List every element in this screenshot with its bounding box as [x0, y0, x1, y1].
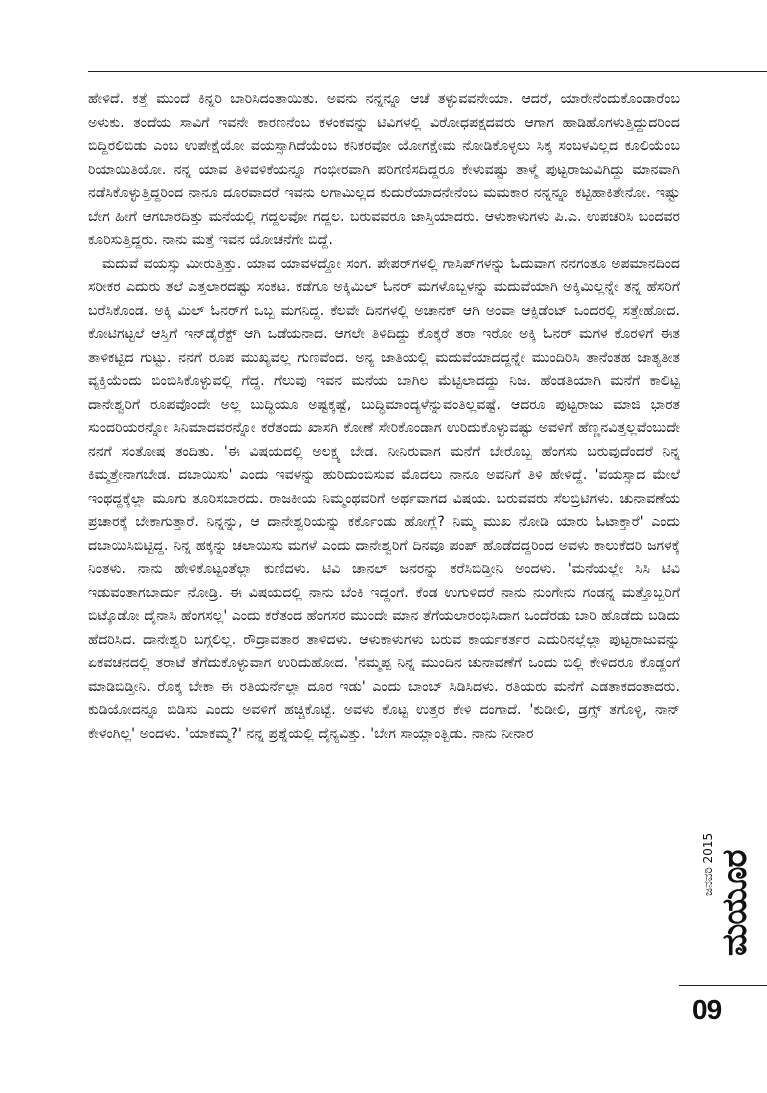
top-divider: [88, 71, 767, 72]
magazine-logo-text: ಮಯೂರ: [715, 850, 755, 956]
page-number: 09: [692, 994, 722, 1025]
issue-date-text: ಜನವರಿ 2015: [701, 832, 715, 896]
magazine-logo: [700, 838, 760, 958]
paragraph-1: ಹೇಳಿದೆ. ಕತ್ತೆ ಮುಂದೆ ಕಿನ್ನರಿ ಬಾರಿಸಿದಂತಾಯಿತು. ಅವನು ನನ್ನನ್ನೂ ಆಚೆ ತಳ್ಳುವವನೇಯಾ. ಆದರೆ, ಯಾರೇನೆಂದುಕೊಂಡಾರೆಂಬ ಅಳುಕು. ತಂದೆಯ ಸಾವಿಗೆ ಇವನೇ ಕಾರಣನೆಂಬ ಕಳಂಕವನ್ನು ಟಿವಿಗಳಲ್ಲಿ ವಿರೋಧಪಕ್ಷದವರು ಆಗಾಗ ಹಾಡಿಹೊಗಳುತ್ತಿದ್ದುದರಿಂದ ಬಿದ್ದಿರಲಿಬಿಡು ಎಂಬ ಉಪೇಕ್ಷೆಯೋ ವಯಸ್ಸಾಗಿದೆಯೆಂಬ ಕನಿಕರವೋ ಯೋಗಕ್ಷೇಮ ನೋಡಿಕೊಳ್ಳಲು ಸಿಕ್ಕ ಸಂಬಳವಿಲ್ಲದ ಕೂಲಿಯೆಂಬ ರಿಯಾಯಿತಿಯೋ. ನನ್ನ ಯಾವ ತಿಳಿವಳಿಕೆಯನ್ನೂ ಗಂಭೀರವಾಗಿ ಪರಿಗಣಿಸದಿದ್ದರೂ ಕೇಳುವಷ್ಟು ತಾಳ್ಮೆ ಪುಟ್ಟರಾಜುವಿಗಿದ್ದು ಮಾನವಾಗಿ ನಡೆಸಿಕೊಳ್ಳುತ್ತಿದ್ದರಿಂದ ನಾನೂ ದೂರವಾದರೆ ಇವನು ಲಗಾಮಿಲ್ಲದ ಕುದುರೆಯಾದನೇನೆಂಬ ಮಮಕಾರ ನನ್ನನ್ನೂ ಕಟ್ಟಿಹಾಕಿತೇನೋ. ಇಷ್ಟು ಬೇಗ ಹೀಗೆ ಆಗಬಾರದಿತ್ತು ಮನೆಯಲ್ಲಿ ಗದ್ದಲವೋ ಗದ್ದಲ. ಬರುವವರೂ ಜಾಸ್ತಿಯಾದರು. ಆಳುಕಾಳುಗಳು ಪಿ.ಎ. ಉಪಚರಿಸಿ ಬಂದವರ ಕೂರಿಸುತ್ತಿದ್ದರು. ನಾನು ಮತ್ತೆ ಇವನ ಯೋಚನೆಗೇ ಬಿದ್ದೆ.: [88, 91, 680, 248]
article-body: [88, 88, 680, 746]
footer-divider: [679, 985, 767, 986]
paragraph-2: ಮದುವೆ ವಯಸ್ಸು ಮೀರುತ್ತಿತ್ತು. ಯಾವ ಯಾವಳದ್ದೋ ಸಂಗ. ಪೇಪರ್‌ಗಳಲ್ಲಿ ಗಾಸಿಪ್‌ಗಳನ್ನು ಓದುವಾಗ ನನಗಂತೂ ಅಪಮಾನದಿಂದ ಸರೀಕರ ಎದುರು ತಲೆ ಎತ್ತಲಾರದಷ್ಟು ಸಂಕಟ. ಕಡೆಗೂ ಅಕ್ಕಿಮಿಲ್ ಓನರ್ ಮಗಳೊಬ್ಬಳನ್ನು ಮದುವೆಯಾಗಿ ಅಕ್ಕಿಮಿಲ್ಲನ್ನೇ ತನ್ನ ಹೆಸರಿಗೆ ಬರೆಸಿಕೊಂಡ. ಅಕ್ಕಿ ಮಿಲ್ ಓನರ್‌ಗೆ ಒಬ್ಬ ಮಗನಿದ್ದ. ಕೆಲವೇ ದಿನಗಳಲ್ಲಿ ಅಚಾನಕ್ ಆಗಿ ಅಂವಾ ಆಕ್ಸಿಡೆಂಟ್ ಒಂದರಲ್ಲಿ ಸತ್ತೇಹೋದ. ಕೋಟಿಗಟ್ಟಲೆ ಆಸ್ತಿಗೆ ಇನ್‌ಡೈರೆಕ್ಟ್ ಆಗಿ ಒಡೆಯನಾದ. ಆಗಲೇ ತಿಳಿದಿದ್ದು ಕೊಕ್ಕರೆ ತರಾ ಇರೋ ಅಕ್ಕಿ ಓನರ್ ಮಗಳ ಕೊರಳಿಗೆ ಈತ ತಾಳಿಕಟ್ಟಿದ ಗುಟ್ಟು. ನನಗೆ ರೂಪ ಮುಖ್ಯವಲ್ಲ ಗುಣವೆಂದ. ಅನ್ಯ ಜಾತಿಯಲ್ಲಿ ಮದುವೆಯಾದದ್ದನ್ನೇ ಮುಂದಿರಿಸಿ ತಾನೆಂತಹ ಜಾತ್ಯತೀತ ವ್ಯಕ್ತಿಯೆಂದು ಬಿಂಬಿಸಿಕೊಳ್ಳುವಲ್ಲಿ ಗೆದ್ದ. ಗೆಲುವು ಇವನ ಮನೆಯ ಬಾಗಿಲ ಮೆಟ್ಟಿಲಾದದ್ದು ನಿಜ. ಹೆಂಡತಿಯಾಗಿ ಮನೆಗೆ ಕಾಲಿಟ್ಟ ದಾನೇಶ್ವರಿಗೆ ರೂಪವೊಂದೇ ಅಲ್ಲ ಬುದ್ಧಿಯೂ ಅಷ್ಟಕ್ಕಷ್ಟೆ, ಬುದ್ಧಿಮಾಂದ್ಯಳೆನ್ನುವಂತಿಲ್ಲವಷ್ಟೆ. ಆದರೂ ಪುಟ್ಟರಾಜು ಮಾಜಿ ಭಾರತ ಸುಂದರಿಯರನ್ನೋ ಸಿನಿಮಾದವರನ್ನೋ ಕರೆತಂದು ಖಾಸಗಿ ಕೋಣೆ ಸೇರಿಕೊಂಡಾಗ ಉರಿದುಕೊಳ್ಳುವಷ್ಟು ಅವಳಿಗೆ ಹೆಣ್ಣನವಿತ್ತಲ್ಲವೆಂಬುದೇ ನನಗೆ ಸಂತೋಷ ತಂದಿತು. 'ಈ ವಿಷಯದಲ್ಲಿ ಅಲಕ್ಷ್ಯ ಬೇಡ. ನೀನಿರುವಾಗ ಮನೆಗೆ ಬೇರೊಬ್ಬ ಹೆಂಗಸು ಬರುವುದೆಂದರೆ ನಿನ್ನ ಕಿಮ್ಮತ್ತೇನಾಗಬೇಡ. ದಬಾಯಿಸು' ಎಂದು ಇವಳನ್ನು ಹುರಿದುಂಬಿಸುವ ಮೊದಲು ನಾನೂ ಅವನಿಗೆ ತಿಳಿ ಹೇಳಿದ್ದೆ. 'ವಯಸ್ಸಾದ ಮೇಲೆ ಇಂಥದ್ದಕ್ಕೆಲ್ಲಾ ಮೂಗು ತೂರಿಸಬಾರದು. ರಾಜಕೀಯ ನಿಮ್ಮಂಥವರಿಗೆ ಅರ್ಥವಾಗದ ವಿಷಯ. ಬರುವವರು ಸೆಲಬ್ರಿಟಿಗಳು. ಚುನಾವಣೆಯ ಪ್ರಚಾರಕ್ಕೆ ಬೇಕಾಗುತ್ತಾರೆ. ನಿನ್ನನ್ನು, ಆ ದಾನೇಶ್ವರಿಯನ್ನು ಕರ್ಕೊಂಡು ಹೋಗ್ಲೆ? ನಿಮ್ಮ ಮುಖ ನೋಡಿ ಯಾರು ಓಟಾಕ್ತಾರೆ' ಎಂದು ದಬಾಯಿಸಿಬಿಟ್ಟಿದ್ದ. ನಿನ್ನ ಹಕ್ಕನ್ನು ಚಲಾಯಿಸು ಮಗಳೆ ಎಂದು ದಾನೇಶ್ವರಿಗೆ ದಿನವೂ ಪಂಪ್ ಹೊಡೆದದ್ದರಿಂದ ಅವಳು ಕಾಲುಕೆದರಿ ಜಗಳಕ್ಕೆ ನಿಂತಳು. ನಾನು ಹೇಳಿಕೊಟ್ಟಂತೆಲ್ಲಾ ಕುಣಿದಳು. ಟಿವಿ ಚಾನಲ್ ಜನರನ್ನು ಕರೆಸಿಬಿಡ್ತೀನಿ ಅಂದಳು. 'ಮನೆಯಲ್ಲೇ ಸಿಸಿ ಟಿವಿ ಇಡುವಂತಾಗಬಾರ್ದು ನೋಡ್ರಿ. ಈ ವಿಷಯದಲ್ಲಿ ನಾನು ಬೆಂಕಿ ಇದ್ದಂಗೆ. ಕೆಂಡ ಉಗುಳಿದರೆ ನಾನು ನುಂಗೇನು ಗಂಡನ್ನ ಮತ್ತೊಬ್ಬರಿಗೆ ಬಿಟ್ಕೊಡೋ ದೈನಾಸಿ ಹೆಂಗಸಲ್ಲ' ಎಂದು ಕರೆತಂದ ಹೆಂಗಸರ ಮುಂದೇ ಮಾನ ತೆಗೆಯಲಾರಂಭಿಸಿದಾಗ ಒಂದೆರಡು ಬಾರಿ ಹೊಡೆದು ಬಡಿದು ಹೆದರಿಸಿದ. ದಾನೇಶ್ವರಿ ಬಗ್ಗಲಿಲ್ಲ. ರೌದ್ರಾವತಾರ ತಾಳಿದಳು. ಆಳುಕಾಳುಗಳು ಬರುವ ಕಾರ್ಯಕರ್ತರ ಎದುರಿನಲ್ಲೆಲ್ಲಾ ಪುಟ್ಟರಾಜುವನ್ನು ಏಕವಚನದಲ್ಲಿ ತರಾಟೆ ತೆಗೆದುಕೊಳ್ಳುವಾಗ ಉರಿದುಹೋದ. 'ನಮ್ಮಪ್ಪ ನಿನ್ನ ಮುಂದಿನ ಚುನಾವಣೆಗೆ ಒಂದು ಬಿಲ್ಲಿ ಕೇಳಿದರೂ ಕೊಡ್ದಂಗೆ ಮಾಡಿಬಿಡ್ತೀನಿ. ರೊಕ್ಕ ಬೇಕಾ ಈ ರತಿಯರ್ನೆಲ್ಲಾ ದೂರ ಇಡು' ಎಂದು ಬಾಂಬ್ ಸಿಡಿಸಿದಳು. ರತಿಯರು ಮನೆಗೆ ಎಡತಾಕದಂತಾದರು. ಕುಡಿಯೋದನ್ನೂ ಬಿಡಿಸು ಎಂದು ಅವಳಿಗೆ ಹಚ್ಚಿಕೊಟ್ಟೆ. ಅವಳು ಕೊಟ್ಟ ಉತ್ತರ ಕೇಳಿ ದಂಗಾದೆ. 'ಕುಡೀಲಿ, ಡ್ರಗ್ಸ್ ತಗೊಳ್ಳಿ, ನಾನ್ ಕೇಳಂಗಿಲ್ಲ' ಅಂದಳು. 'ಯಾಕಮ್ಮ?' ನನ್ನ ಪ್ರಶ್ನೆಯಲ್ಲಿ ದೈನ್ಯವಿತ್ತು. 'ಬೇಗ ಸಾಯ್ಲಾಂತ್ಬಿಡು. ನಾನು ನೀನಾರ: [88, 255, 680, 742]
